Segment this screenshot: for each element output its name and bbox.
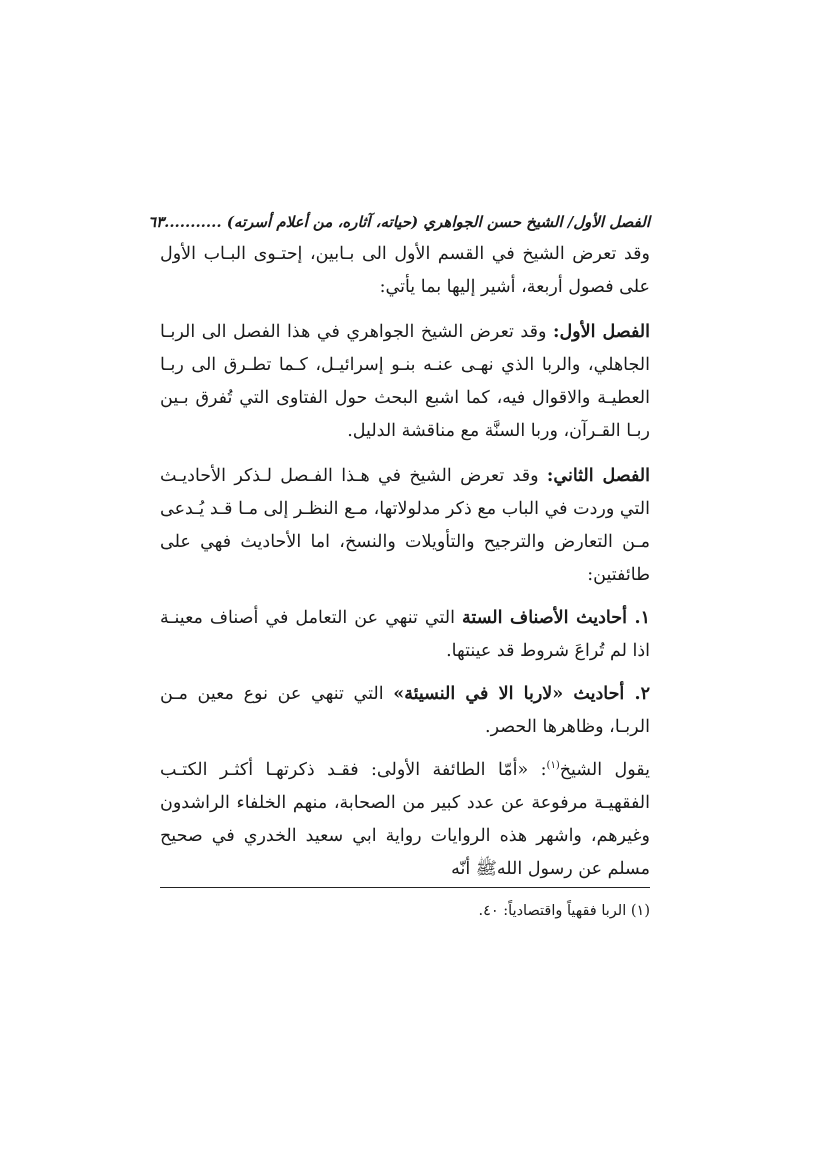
page-body bbox=[147, 200, 650, 886]
quote-paragraph bbox=[160, 754, 650, 886]
running-header bbox=[147, 212, 650, 232]
footnote-marker: (١) bbox=[546, 760, 560, 772]
list-item-1 bbox=[160, 602, 650, 668]
chapter2-text: وقد تعرض الشيخ في هـذا الفـصل لـذكر الأحاديـث التي وردت في الباب مع ذكر مدلولاتها، مـع النظـر إلى مـا قـد يُـدعى مـن التعارض والترجيح والتأويلات والنسخ، اما الأحاديث فهي على طائفتين: bbox=[160, 466, 650, 585]
item2-number: ٢. bbox=[624, 684, 650, 704]
item2-text: التي تنهي عن نوع معين مـن الربـا، وظاهرها الحصر. bbox=[160, 684, 650, 737]
chapter1-label: الفصل الأول: bbox=[552, 322, 650, 342]
chapter1-paragraph bbox=[160, 316, 650, 448]
footnote-divider bbox=[160, 887, 650, 888]
intro-paragraph bbox=[160, 238, 650, 304]
item1-text: التي تنهي عن التعامل في أصناف معينـة اذا لم تُراعَ شروط قد عينتها. bbox=[160, 608, 650, 661]
item1-label: أحاديث الأصناف الستة bbox=[462, 608, 627, 628]
item1-number: ١. bbox=[626, 608, 650, 628]
footnote bbox=[160, 900, 650, 922]
footnote-text: (١) الربا فقهياً واقتصادياً: ٤٠. bbox=[478, 903, 650, 919]
quote-intro: يقول الشيخ bbox=[559, 760, 650, 780]
page-number: ٦٣ bbox=[147, 213, 165, 231]
chapter2-label: الفصل الثاني: bbox=[546, 466, 650, 486]
intro-text: وقد تعرض الشيخ في القسم الأول الى بـابين، إحتـوى البـاب الأول على فصول أربعة، أشير إليها بما يأتي: bbox=[160, 244, 650, 297]
quote-text: : «أمّا الطائفة الأولى: فقـد ذكرتهـا أكثـر الكتـب الفقهيـة مرفوعة عن عدد كبير من الصحابة، منهم الخلفاء الراشدون وغيرهم، واشهر هذه الروايات رواية ابي سعيد الخدري في صحيح مسلم عن رسول اللهﷺ أنّه bbox=[160, 760, 650, 879]
chapter2-paragraph bbox=[160, 460, 650, 592]
header-title: الفصل الأول/ الشيخ حسن الجواهري (حياته، آثاره، من أعلام أسرته) ........... bbox=[164, 213, 650, 231]
item2-label: أحاديث «لاربا الا في النسيئة» bbox=[393, 684, 625, 704]
chapter1-text: وقد تعرض الشيخ الجواهري في هذا الفصل الى الربـا الجاهلي، والربا الذي نهـى عنـه بنـو إسرائيـل، كـما تطـرق الى ربـا العطيـة والاقوال فيه، كما اشبع البحث حول الفتاوى التي تُفرق بـين ربـا القـرآن، وربا السنَّة مع مناقشة الدليل. bbox=[160, 322, 650, 441]
list-item-2 bbox=[160, 678, 650, 744]
